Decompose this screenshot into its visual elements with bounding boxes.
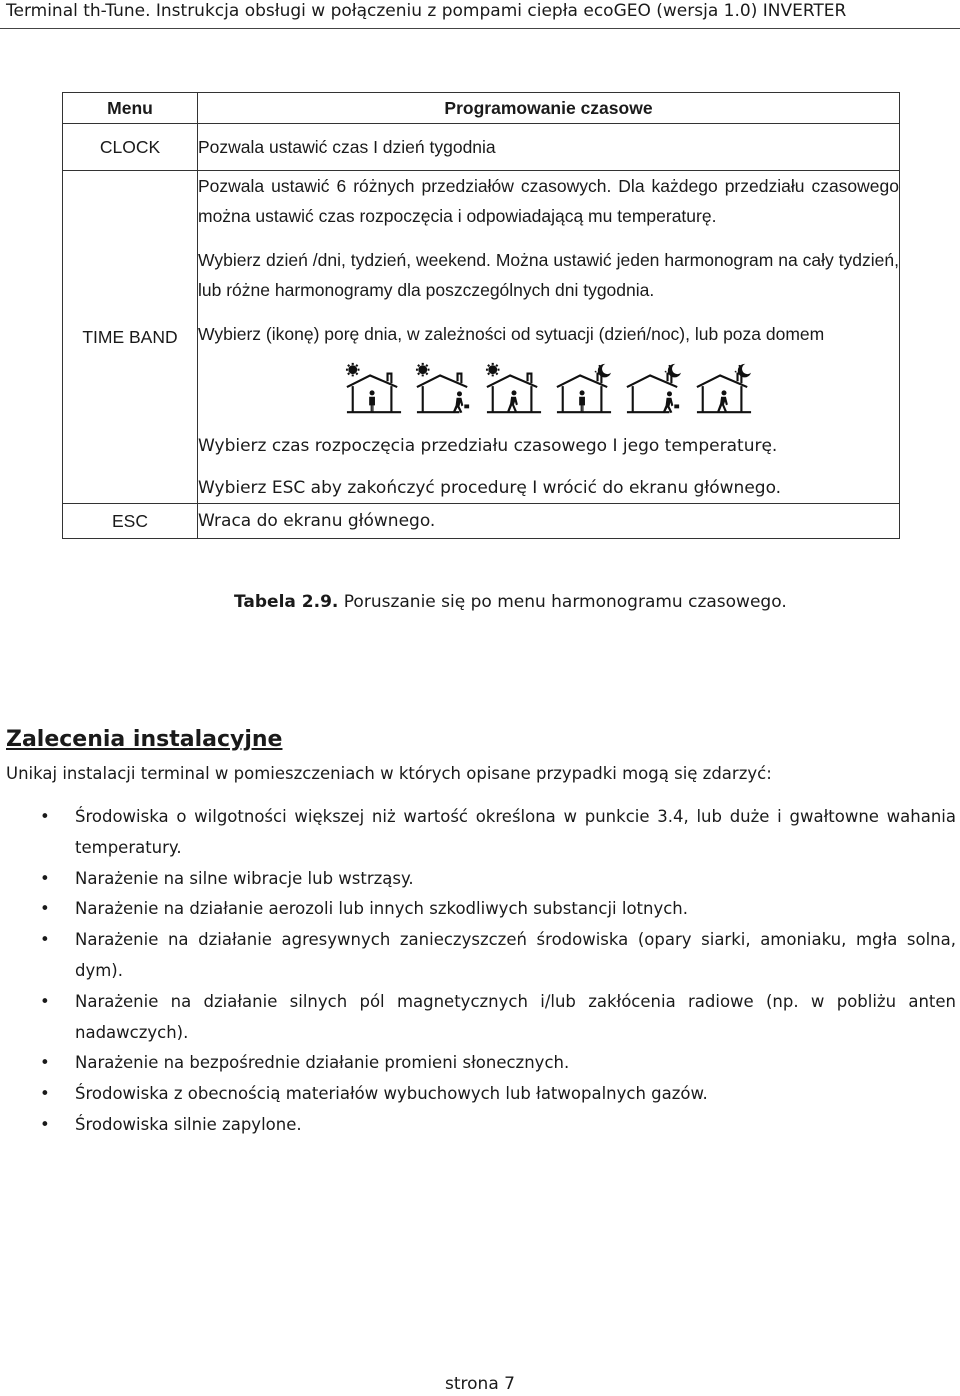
column-header-program: Programowanie czasowe <box>198 93 900 124</box>
recommendation-list <box>0 802 960 1141</box>
house-night-away-icon <box>695 360 753 418</box>
esc-description: Wraca do ekranu głównego. <box>198 504 900 539</box>
time-band-paragraph: Wybierz czas rozpoczęcia przedziału czasowego I jego temperaturę. <box>198 436 778 456</box>
house-night-home-icon <box>555 360 613 418</box>
header-divider <box>0 28 960 29</box>
time-band-paragraph: Wybierz (ikonę) porę dnia, w zależności od sytuacji (dzień/noc), lub poza domem <box>198 324 825 344</box>
house-day-leaving-icon <box>415 360 473 418</box>
caption-label: Tabela 2.9. <box>234 592 339 612</box>
list-item: • Środowiska o wilgotności większej niż wartość określona w punkcie 3.4, lub duże i gwałtowne wahania temperatury. <box>0 802 960 864</box>
clock-description: Pozwala ustawić czas I dzień tygodnia <box>198 124 900 171</box>
time-program-table <box>62 92 900 539</box>
list-item: • Narażenie na działanie aerozoli lub innych szkodliwych substancji lotnych. <box>0 894 960 925</box>
table-row <box>63 171 900 504</box>
menu-item-clock: CLOCK <box>63 124 198 171</box>
menu-item-esc: ESC <box>63 504 198 539</box>
time-band-paragraph: Wybierz ESC aby zakończyć procedurę I wrócić do ekranu głównego. <box>198 478 782 498</box>
list-item: • Narażenie na działanie silnych pól magnetycznych i/lub zakłócenia radiowe (np. w pobliżu anten nadawczych). <box>0 987 960 1049</box>
menu-item-time-band: TIME BAND <box>63 171 198 504</box>
column-header-menu: Menu <box>63 93 198 124</box>
time-band-paragraph: Pozwala ustawić 6 różnych przedziałów czasowych. Dla każdego przedziału czasowego można ustawić czas rozpoczęcia i odpowiadającą mu temperaturę. <box>198 176 899 226</box>
time-band-description <box>198 171 900 504</box>
page-header: Terminal th-Tune. Instrukcja obsługi w połączeniu z pompami ciepła ecoGEO (wersja 1.0) INVERTER <box>6 1 847 21</box>
section-intro: Unikaj instalacji terminal w pomieszczeniach w których opisane przypadki mogą się zdarzyć: <box>6 764 772 783</box>
time-of-day-icons <box>198 353 899 425</box>
table-header-row <box>63 93 900 124</box>
table-row <box>63 124 900 171</box>
list-item: • Narażenie na działanie agresywnych zanieczyszczeń środowiska (opary siarki, amoniaku, mgła solna, dym). <box>0 925 960 987</box>
page-number: strona 7 <box>445 1374 515 1394</box>
house-day-away-icon <box>485 360 543 418</box>
house-night-leaving-icon <box>625 360 683 418</box>
list-item: • Środowiska silnie zapylone. <box>0 1110 960 1141</box>
table-row <box>63 504 900 539</box>
time-band-paragraph: Wybierz dzień /dni, tydzień, weekend. Można ustawić jeden harmonogram na cały tydzień, lub różne harmonogramy dla poszczególnych dni tygodnia. <box>198 250 899 300</box>
house-day-home-icon <box>345 360 403 418</box>
caption-text: Poruszanie się po menu harmonogramu czasowego. <box>343 592 787 612</box>
list-item: • Narażenie na bezpośrednie działanie promieni słonecznych. <box>0 1048 960 1079</box>
table-caption <box>234 592 787 612</box>
list-item: • Środowiska z obecnością materiałów wybuchowych lub łatwopalnych gazów. <box>0 1079 960 1110</box>
list-item: • Narażenie na silne wibracje lub wstrząsy. <box>0 864 960 895</box>
section-title: Zalecenia instalacyjne <box>6 727 283 752</box>
